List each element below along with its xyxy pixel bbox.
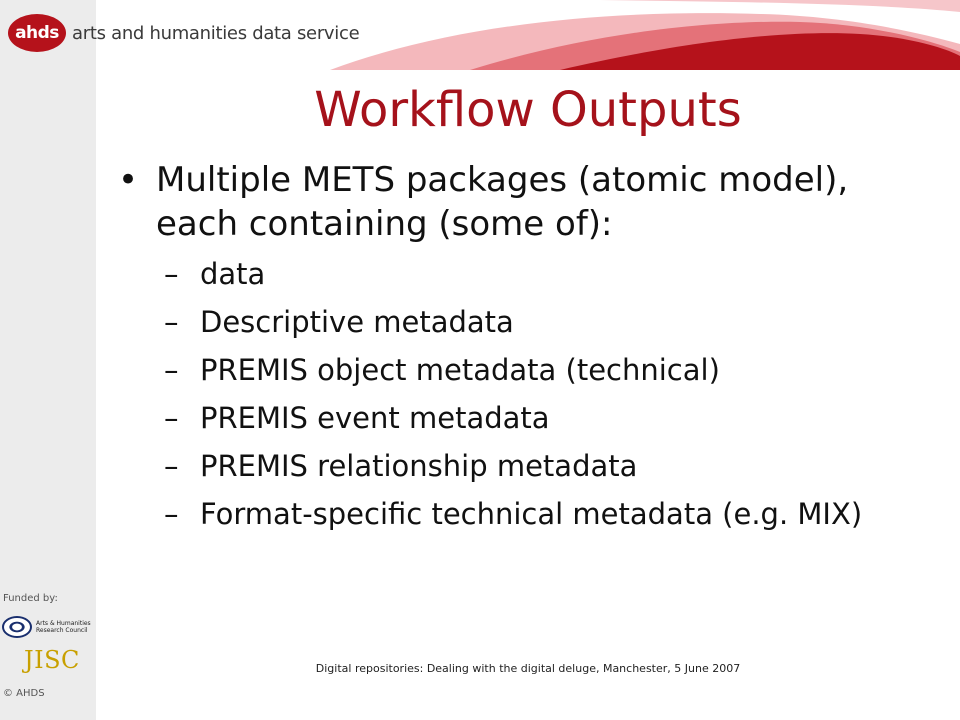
logo-mark: ahds: [8, 14, 66, 52]
ahrc-line-1: Arts & Humanities: [36, 620, 91, 627]
ahrc-emblem-icon: [2, 616, 32, 638]
main-bullet: [118, 158, 938, 246]
jisc-logo: JISC: [24, 646, 80, 674]
copyright-text: © AHDS: [3, 688, 45, 699]
footer-text: Digital repositories: Dealing with the digital deluge, Manchester, 5 June 2007: [315, 662, 741, 675]
sub-bullet-item: [164, 354, 938, 387]
sub-bullet-item: [164, 450, 938, 483]
bullet-mark: •: [118, 160, 139, 200]
header-band: [0, 0, 960, 70]
bullet-list: [118, 158, 938, 546]
dash-mark: –: [164, 401, 179, 435]
ahrc-line-2: Research Council: [36, 627, 88, 634]
sub-bullet-text: Descriptive metadata: [200, 305, 514, 339]
left-sidebar: [0, 0, 96, 720]
funded-by-label: Funded by:: [3, 593, 58, 604]
slide-title: Workflow Outputs: [314, 82, 742, 138]
dash-mark: –: [164, 257, 179, 291]
sub-bullet-item: [164, 306, 938, 339]
logo-text: arts and humanities data service: [72, 22, 360, 44]
sub-bullet-text: PREMIS relationship metadata: [200, 449, 638, 483]
dash-mark: –: [164, 497, 179, 531]
sub-bullet-item: [164, 258, 938, 291]
sub-bullet-text: PREMIS object metadata (technical): [200, 353, 720, 387]
sub-bullet-list: [164, 258, 938, 531]
dash-mark: –: [164, 353, 179, 387]
ahrc-logo-text: [36, 620, 91, 634]
ahrc-logo: [2, 616, 91, 638]
sub-bullet-item: [164, 498, 938, 531]
sub-bullet-text: PREMIS event metadata: [200, 401, 550, 435]
dash-mark: –: [164, 449, 179, 483]
sub-bullet-text: Format-specific technical metadata (e.g. MIX): [200, 497, 863, 531]
sub-bullet-item: [164, 402, 938, 435]
main-bullet-text: Multiple METS packages (atomic model), each containing (some of):: [156, 160, 849, 244]
dash-mark: –: [164, 305, 179, 339]
sub-bullet-text: data: [200, 257, 266, 291]
ahds-logo: [8, 12, 359, 54]
